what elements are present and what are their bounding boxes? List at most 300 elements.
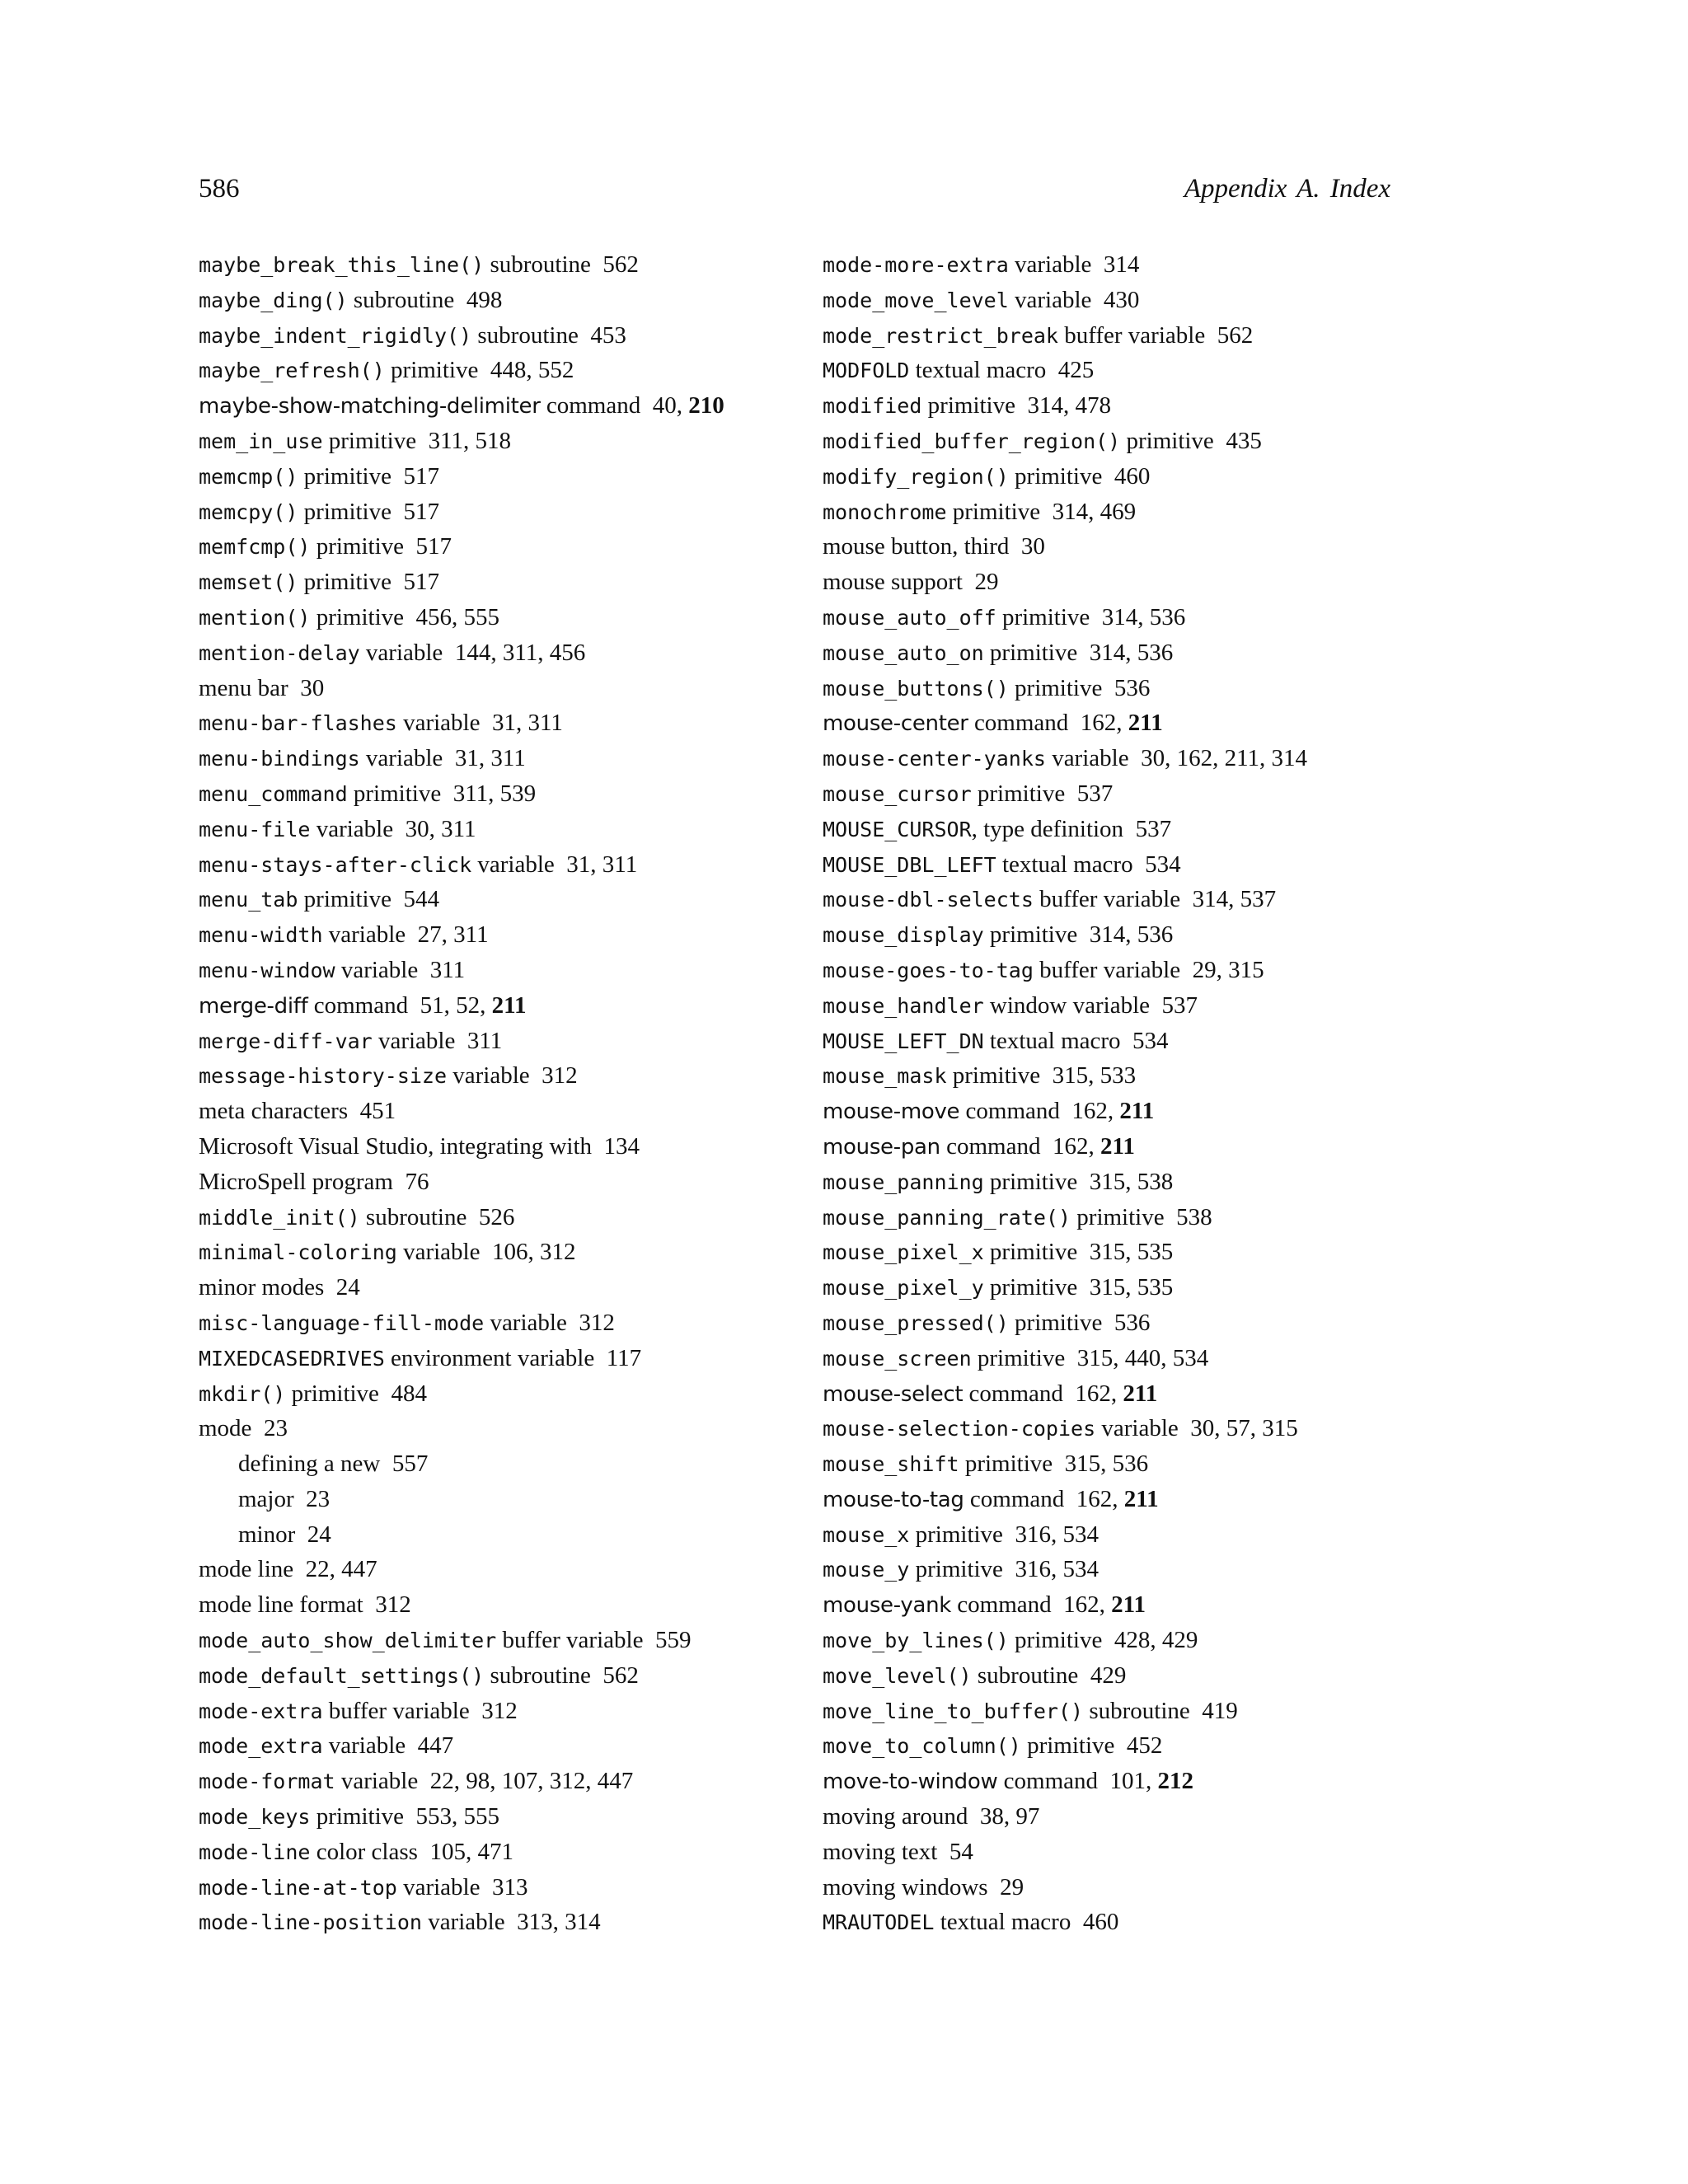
index-term: mode-line-at-top [199, 1875, 397, 1900]
index-page-refs: 451 [359, 1098, 396, 1125]
index-page-refs: 22, 98, 107, 312, 447 [429, 1768, 634, 1795]
index-entry [823, 1200, 1449, 1235]
index-term: MOUSE_DBL_LEFT [823, 852, 996, 877]
index-page-refs: 23 [306, 1485, 331, 1512]
index-entry [199, 1799, 825, 1835]
index-entry [199, 494, 825, 530]
index-term: mode [199, 1415, 252, 1442]
index-term: mouse_screen [823, 1346, 972, 1371]
index-entry [199, 1658, 825, 1694]
index-term-type: environment variable [391, 1344, 595, 1371]
index-entry [823, 635, 1449, 671]
index-entry [823, 1517, 1449, 1553]
index-primary-page-ref: 211 [491, 991, 527, 1019]
index-entry [823, 1305, 1449, 1341]
index-page-refs: 22, 447 [305, 1556, 377, 1583]
index-page-refs: 38, 97 [979, 1803, 1040, 1830]
index-page-refs: 435 [1226, 427, 1262, 454]
index-column-right [823, 247, 1449, 1940]
index-entry [823, 1623, 1449, 1658]
index-entry [199, 988, 825, 1024]
index-term-type: primitive [927, 392, 1015, 419]
index-term: mouse-dbl-selects [823, 888, 1034, 912]
index-entry [199, 247, 825, 283]
index-term-type: variable [316, 815, 394, 842]
index-entry [199, 1728, 825, 1764]
index-entry [823, 776, 1449, 812]
index-term: memcmp() [199, 464, 298, 489]
index-page-refs: 106, 312 [491, 1239, 576, 1266]
index-entry [199, 1200, 825, 1235]
index-entry [823, 847, 1449, 883]
index-term: mode_extra [199, 1734, 323, 1759]
index-page-refs: 428, 429 [1114, 1627, 1198, 1654]
index-page-refs: 536 [1114, 674, 1151, 701]
index-term: merge-diff-var [199, 1029, 373, 1053]
index-term: move_line_to_buffer() [823, 1699, 1084, 1723]
index-page-refs: 30 [1020, 533, 1045, 560]
index-term: MOUSE_CURSOR [823, 817, 972, 841]
index-term: moving around [823, 1803, 968, 1830]
index-term: mouse_mask [823, 1064, 947, 1089]
index-term: MRAUTODEL [823, 1910, 935, 1935]
index-term-type: primitive [952, 1062, 1041, 1090]
index-entry [199, 1764, 825, 1799]
index-page-refs: 162, [1076, 1485, 1118, 1512]
index-page-refs: 314, 536 [1089, 921, 1174, 949]
index-term: modified_buffer_region() [823, 429, 1121, 453]
index-entry [199, 917, 825, 953]
index-page-refs: 456, 555 [415, 603, 500, 630]
index-entry [199, 1552, 825, 1587]
index-page-refs: 312 [375, 1591, 411, 1619]
index-page-refs: 314 [1103, 251, 1140, 278]
index-term-type: primitive [977, 780, 1066, 807]
index-page-refs: 447 [417, 1732, 454, 1760]
index-entry [823, 988, 1449, 1024]
index-term: mouse-pan [823, 1134, 940, 1160]
index-term: menu-file [199, 817, 311, 841]
index-term: menu-window [199, 958, 335, 982]
index-term-type: primitive [989, 921, 1078, 949]
index-page-refs: 452 [1126, 1732, 1163, 1760]
index-term: mkdir() [199, 1381, 286, 1406]
index-term-type: primitive [303, 462, 392, 490]
index-entry [823, 1165, 1449, 1200]
index-term-type: primitive [303, 569, 392, 596]
index-page-refs: 517 [403, 498, 439, 525]
index-page-refs: 31, 311 [491, 710, 563, 737]
index-entry [199, 1094, 825, 1129]
index-entry [199, 1446, 825, 1482]
index-page-refs: 313, 314 [517, 1909, 601, 1936]
index-term: MODFOLD [823, 359, 910, 383]
index-entry [199, 565, 825, 600]
index-page-refs: 312 [542, 1062, 578, 1090]
index-term-type: color class [316, 1838, 418, 1865]
index-term-type: buffer variable [328, 1697, 470, 1724]
index-page-refs: 23 [263, 1415, 288, 1442]
index-entry [199, 459, 825, 494]
index-entry [823, 1411, 1449, 1446]
index-term-type: primitive [1015, 462, 1103, 490]
index-page-refs: 134 [603, 1132, 640, 1160]
index-entry [823, 1587, 1449, 1623]
index-page-refs: 316, 534 [1015, 1521, 1099, 1548]
index-entry [823, 424, 1449, 459]
index-page-refs: 425 [1057, 357, 1095, 384]
index-entry [199, 1623, 825, 1658]
index-term: mouse_pixel_x [823, 1240, 984, 1265]
index-term: mouse-center [823, 711, 968, 737]
index-page-refs: 315, 535 [1089, 1239, 1174, 1266]
index-term: mode_auto_show_delimiter [199, 1629, 497, 1653]
index-term: MOUSE_LEFT_DN [823, 1029, 984, 1053]
index-term: mouse_y [823, 1558, 910, 1582]
index-term-type: primitive [316, 603, 405, 630]
index-primary-page-ref: 211 [1128, 710, 1163, 737]
index-term: memcpy() [199, 499, 298, 524]
index-term-type: command [1003, 1768, 1099, 1795]
index-page-refs: 537 [1076, 780, 1114, 807]
index-term-type: subroutine [490, 251, 591, 278]
index-term: mode-format [199, 1769, 335, 1794]
index-primary-page-ref: 211 [1123, 1380, 1158, 1407]
index-page-refs: 537 [1135, 815, 1172, 842]
index-page-refs: 31, 311 [566, 851, 638, 878]
index-term-type: buffer variable [1039, 886, 1181, 913]
index-entry [199, 635, 825, 671]
index-page-refs: 105, 471 [429, 1838, 513, 1865]
index-term-type: buffer variable [1064, 321, 1206, 349]
index-term: menu bar [199, 674, 288, 701]
index-entry [823, 705, 1449, 741]
index-term: mouse_handler [823, 993, 984, 1018]
index-entry [823, 1129, 1449, 1165]
index-term-type: textual macro [915, 357, 1047, 384]
index-page-refs: 460 [1114, 462, 1151, 490]
index-entry [199, 776, 825, 812]
index-page-refs: 30, 162, 211, 314 [1141, 745, 1308, 772]
index-term-type: primitive [989, 639, 1078, 666]
index-term: mouse-center-yanks [823, 747, 1046, 771]
index-term-type: command [313, 991, 409, 1019]
index-page-refs: 162, [1063, 1591, 1105, 1619]
index-entry [199, 953, 825, 988]
index-term-type: variable [377, 1027, 456, 1054]
index-page-refs: 559 [654, 1627, 692, 1654]
index-entry [823, 1552, 1449, 1587]
index-term: minimal-coloring [199, 1240, 397, 1265]
index-term: mouse_shift [823, 1452, 959, 1477]
index-page-refs: 162, [1080, 710, 1123, 737]
index-term-type: subroutine [477, 321, 579, 349]
index-term: message-history-size [199, 1064, 448, 1089]
index-term-type: primitive [391, 357, 479, 384]
index-term-type: subroutine [977, 1661, 1079, 1689]
index-term-type: primitive [915, 1521, 1003, 1548]
index-term: mode-more-extra [823, 253, 1009, 277]
index-term: mouse_panning_rate() [823, 1205, 1071, 1230]
index-entry [823, 1694, 1449, 1729]
index-entry [199, 1058, 825, 1094]
index-term: menu-bindings [199, 747, 360, 771]
index-entry [823, 1835, 1449, 1870]
index-term: mouse-goes-to-tag [823, 958, 1034, 982]
index-primary-page-ref: 211 [1111, 1591, 1146, 1619]
index-page-refs: 40, [652, 392, 682, 419]
index-page-refs: 557 [392, 1451, 429, 1478]
index-term-type: variable [340, 956, 419, 983]
index-term-type: primitive [1027, 1732, 1115, 1760]
index-term: mode_move_level [823, 288, 1009, 312]
index-entry [823, 247, 1449, 283]
index-page-refs: 311, 518 [428, 427, 512, 454]
index-page-refs: 162, [1052, 1132, 1095, 1160]
index-term: mention-delay [199, 640, 360, 665]
index-term: minor modes [199, 1274, 325, 1301]
index-entry [199, 1835, 825, 1870]
index-term-type: primitive [915, 1556, 1003, 1583]
index-entry [199, 1305, 825, 1341]
index-page-refs: 314, 469 [1052, 498, 1137, 525]
index-term: maybe_indent_rigidly() [199, 323, 472, 348]
index-page-refs: 29, 315 [1192, 956, 1264, 983]
index-page-refs: 315, 535 [1089, 1274, 1174, 1301]
index-entry [823, 600, 1449, 635]
index-term: major [238, 1485, 294, 1512]
index-term: menu-width [199, 923, 323, 948]
index-page-refs: 31, 311 [454, 745, 526, 772]
index-page-refs: 517 [403, 569, 439, 596]
index-term: mode line format [199, 1591, 363, 1619]
index-page-refs: 29 [1000, 1873, 1025, 1900]
index-term-type: command [946, 1132, 1041, 1160]
index-page-refs: 314, 536 [1101, 603, 1186, 630]
index-entry [199, 812, 825, 847]
index-term: mouse-selection-copies [823, 1417, 1096, 1441]
index-entry [199, 1270, 825, 1305]
index-term: maybe_ding() [199, 288, 348, 312]
index-term-type: primitive [989, 1168, 1078, 1195]
index-term-type: primitive [328, 427, 417, 454]
index-term-type: textual macro [1001, 851, 1133, 878]
index-term-type: variable [365, 639, 443, 666]
index-entry [823, 388, 1449, 424]
index-entry [823, 1905, 1449, 1940]
index-term-type: primitive [964, 1451, 1053, 1478]
index-term-type: variable [328, 921, 406, 949]
index-entry [199, 1905, 825, 1940]
index-page-refs: 517 [403, 462, 439, 490]
index-term-type: buffer variable [1039, 956, 1181, 983]
index-entry [199, 318, 825, 354]
index-page-refs: 448, 552 [490, 357, 574, 384]
index-page-refs: 562 [603, 1661, 639, 1689]
index-page-refs: 144, 311, 456 [454, 639, 586, 666]
index-term: mouse-yank [823, 1593, 952, 1619]
index-entry [823, 283, 1449, 318]
index-primary-page-ref: 211 [1123, 1485, 1159, 1512]
index-term-type: primitive [1126, 427, 1214, 454]
index-page-refs: 315, 538 [1089, 1168, 1174, 1195]
index-entry [199, 847, 825, 883]
index-page-refs: 314, 478 [1027, 392, 1111, 419]
index-term-type: primitive [316, 1803, 405, 1830]
index-term-type: variable [1015, 286, 1092, 313]
index-term-type: command [957, 1591, 1052, 1619]
index-term: mouse_panning [823, 1169, 984, 1194]
index-page-refs: 544 [403, 886, 439, 913]
index-entry [823, 1094, 1449, 1129]
index-term-type: buffer variable [502, 1627, 644, 1654]
index-term-type: subroutine [353, 286, 455, 313]
index-entry [823, 1764, 1449, 1799]
index-term: mode line [199, 1556, 294, 1583]
index-term-type: primitive [353, 780, 442, 807]
index-page-refs: 30, 311 [405, 815, 476, 842]
index-term: maybe_refresh() [199, 359, 385, 383]
index-term: mouse-to-tag [823, 1487, 964, 1512]
index-term: memset() [199, 570, 298, 595]
index-term: mode-line-position [199, 1910, 422, 1935]
index-page-refs: 484 [391, 1380, 427, 1407]
index-term-type: primitive [1015, 674, 1103, 701]
index-page-refs: 419 [1202, 1697, 1238, 1724]
index-primary-page-ref: 212 [1157, 1768, 1194, 1795]
index-page-refs: 430 [1103, 286, 1140, 313]
index-term: mouse_pixel_y [823, 1276, 984, 1301]
index-entry [199, 1870, 825, 1905]
index-entry [823, 1024, 1449, 1059]
index-entry [199, 1587, 825, 1623]
index-entry [823, 1799, 1449, 1835]
index-entry [823, 741, 1449, 776]
index-entry [823, 1376, 1449, 1412]
index-term-type: primitive [303, 886, 392, 913]
index-term: misc-language-fill-mode [199, 1310, 485, 1335]
index-term: middle_init() [199, 1205, 360, 1230]
index-page-refs: 51, 52, [420, 991, 486, 1019]
index-term-type: subroutine [365, 1203, 467, 1230]
index-page-refs: 562 [1217, 321, 1254, 349]
index-entry [199, 353, 825, 388]
index-page-refs: 314, 536 [1089, 639, 1174, 666]
index-page-refs: 498 [466, 286, 503, 313]
index-page-refs: 315, 536 [1064, 1451, 1149, 1478]
index-term-type: variable [477, 851, 555, 878]
index-page-refs: 553, 555 [415, 1803, 500, 1830]
index-term-type: command [969, 1485, 1065, 1512]
index-term-type: textual macro [989, 1027, 1121, 1054]
index-entry [823, 882, 1449, 917]
index-term: mouse_auto_on [823, 640, 984, 665]
index-term-type: variable [1015, 251, 1092, 278]
index-entry [199, 671, 825, 706]
index-term-type: subroutine [1089, 1697, 1190, 1724]
index-entry [823, 353, 1449, 388]
index-term: MIXEDCASEDRIVES [199, 1346, 385, 1371]
index-term-type: primitive [303, 498, 392, 525]
index-page-refs: 517 [415, 533, 452, 560]
index-term-type: window variable [989, 991, 1151, 1019]
index-entry [823, 1341, 1449, 1376]
index-term-type: primitive [1076, 1203, 1165, 1230]
index-page-refs: 315, 440, 534 [1076, 1344, 1209, 1371]
index-term: mode-line [199, 1840, 311, 1864]
index-term: mouse-select [823, 1381, 964, 1407]
index-primary-page-ref: 211 [1119, 1098, 1155, 1125]
index-term-type: primitive [977, 1344, 1066, 1371]
index-page-refs: 30, 57, 315 [1190, 1415, 1298, 1442]
index-page-refs: 562 [603, 251, 639, 278]
index-page-refs: 538 [1176, 1203, 1212, 1230]
index-entry [199, 882, 825, 917]
index-page-refs: 311 [467, 1027, 503, 1054]
index-entry [823, 1270, 1449, 1305]
index-term: moving windows [823, 1873, 988, 1900]
index-page-refs: 312 [481, 1697, 518, 1724]
page-number: 586 [199, 174, 240, 204]
index-term-type: primitive [1015, 1309, 1103, 1336]
index-term: move_by_lines() [823, 1629, 1009, 1653]
index-entry [199, 1129, 825, 1165]
index-primary-page-ref: 211 [1100, 1132, 1135, 1160]
index-entry [823, 1235, 1449, 1270]
index-term-type: command [973, 710, 1069, 737]
index-term: meta characters [199, 1098, 349, 1125]
index-term: move-to-window [823, 1769, 998, 1795]
index-term: mouse_pressed() [823, 1310, 1009, 1335]
index-entry [199, 705, 825, 741]
index-term: MicroSpell program [199, 1168, 393, 1195]
index-term-type: command [965, 1098, 1060, 1125]
index-page-refs: 534 [1132, 1027, 1169, 1054]
index-page-refs: 460 [1082, 1909, 1119, 1936]
index-term-type: command [546, 392, 641, 419]
index-entry [823, 1658, 1449, 1694]
index-page-refs: 76 [405, 1168, 429, 1195]
index-term-type: primitive [316, 533, 405, 560]
index-entry [823, 1446, 1449, 1482]
index-entry [823, 917, 1449, 953]
index-page-refs: 313 [491, 1873, 528, 1900]
index-page-refs: 314, 537 [1192, 886, 1277, 913]
index-term: mouse_display [823, 923, 984, 948]
index-page-refs: 101, [1109, 1768, 1152, 1795]
index-term: defining a new [238, 1451, 381, 1478]
index-term: move_to_column() [823, 1734, 1021, 1759]
index-term: menu-bar-flashes [199, 711, 397, 736]
index-term: maybe_break_this_line() [199, 253, 485, 277]
index-page-refs: 311 [429, 956, 466, 983]
index-term: mode-extra [199, 1699, 323, 1723]
index-entry [199, 1165, 825, 1200]
index-page-refs: 429 [1090, 1661, 1127, 1689]
index-term-type: primitive [952, 498, 1041, 525]
index-entry [199, 1341, 825, 1376]
index-term-type: primitive [291, 1380, 379, 1407]
index-page-refs: 537 [1161, 991, 1198, 1019]
index-term: menu-stays-after-click [199, 852, 472, 877]
index-term: mouse_auto_off [823, 605, 996, 630]
index-page-refs: 27, 311 [417, 921, 489, 949]
index-entry [199, 424, 825, 459]
index-term: mouse_x [823, 1522, 910, 1547]
index-entry [199, 1024, 825, 1059]
index-entry [823, 459, 1449, 494]
index-term-type: primitive [989, 1274, 1078, 1301]
